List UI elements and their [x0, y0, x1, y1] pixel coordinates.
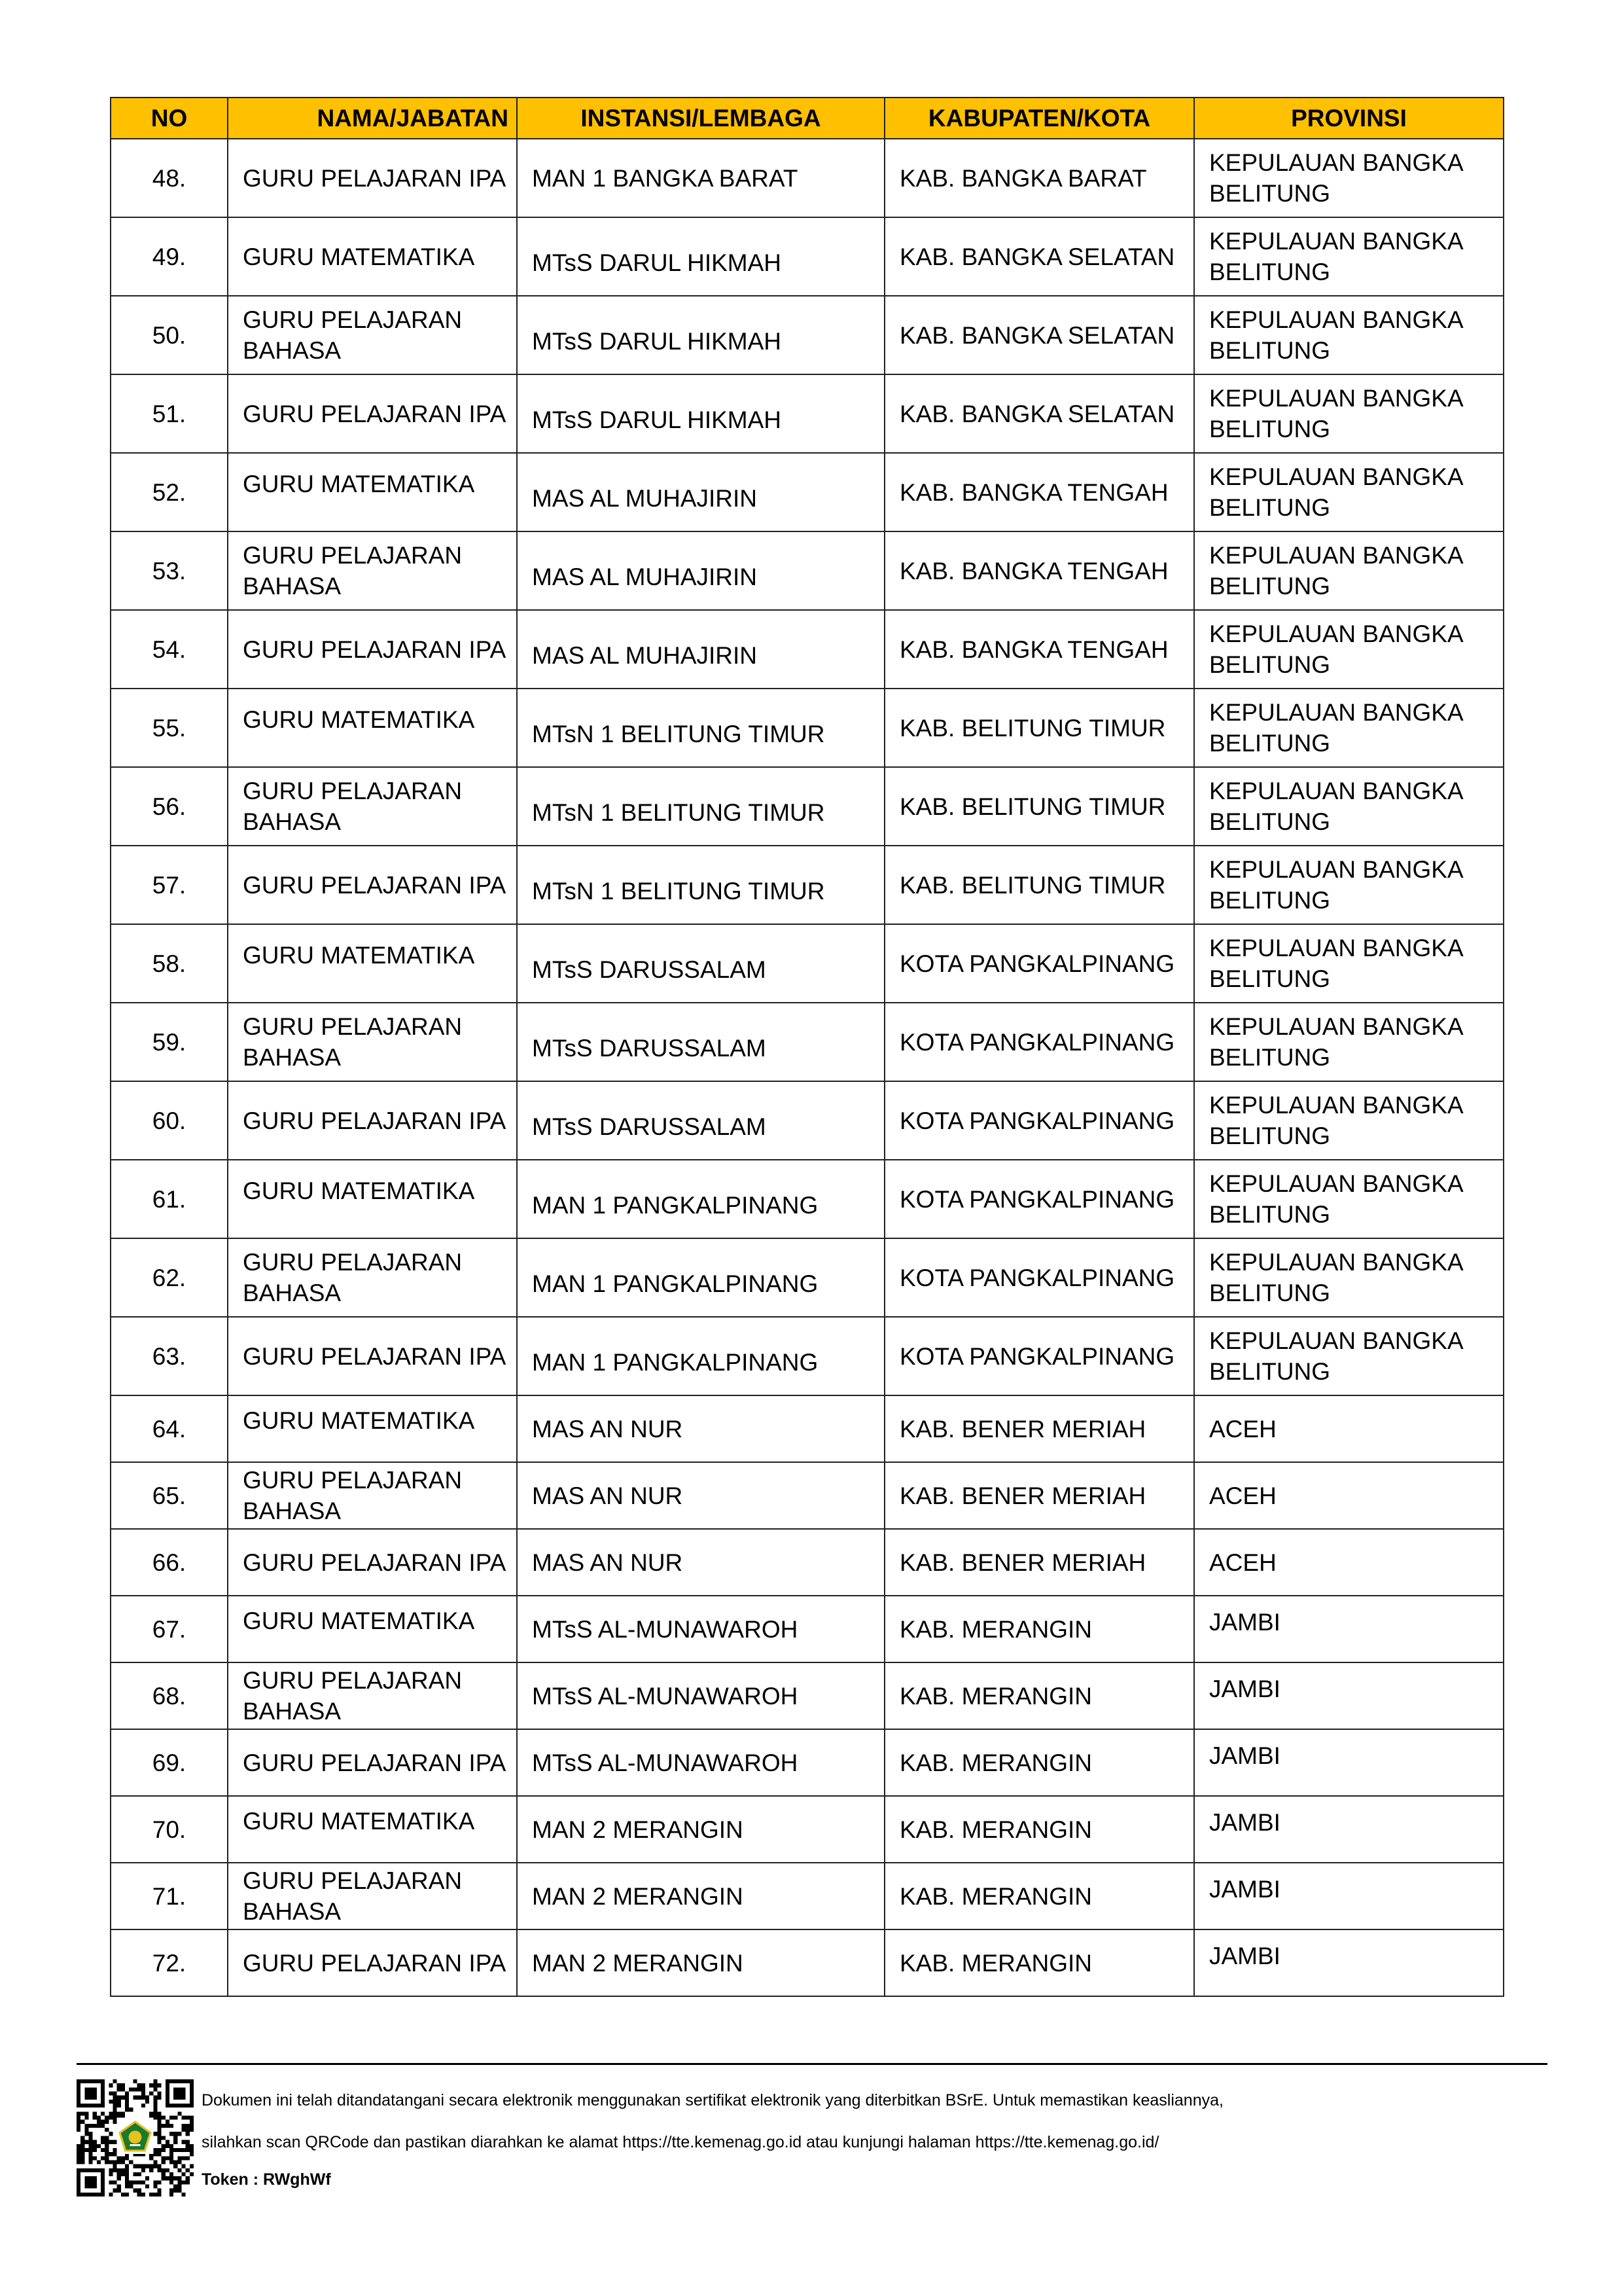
cell-no [111, 1160, 228, 1238]
cell-provinsi [1194, 139, 1504, 217]
cell-provinsi-text: JAMBI [1209, 1675, 1280, 1702]
cell-instansi-lembaga [517, 531, 885, 610]
cell-nama-jabatan [228, 217, 517, 296]
cell-no [111, 374, 228, 453]
table-row [111, 767, 1504, 846]
cell-provinsi [1194, 767, 1504, 846]
cell-kabupaten-kota [885, 610, 1194, 689]
cell-no [111, 1662, 228, 1729]
cell-nama-jabatan-text: GURU MATEMATIKA [243, 1807, 475, 1835]
cell-provinsi-text: KEPULAUAN BANGKA BELITUNG [1209, 620, 1462, 678]
cell-nama-jabatan-text: GURU PELAJARAN BAHASA [243, 1467, 463, 1524]
cell-kabupaten-kota-text: KAB. MERANGIN [900, 1615, 1092, 1643]
cell-no-text: 58. [152, 950, 186, 977]
cell-instansi-lembaga-text: MAS AL MUHAJIRIN [532, 484, 758, 512]
cell-kabupaten-kota [885, 924, 1194, 1003]
cell-instansi-lembaga-text: MAN 1 BANGKA BARAT [532, 164, 798, 192]
cell-instansi-lembaga-text: MAS AN NUR [532, 1415, 683, 1443]
cell-no [111, 767, 228, 846]
cell-instansi-lembaga-text: MTsS DARUSSALAM [532, 1034, 766, 1062]
table-row [111, 1081, 1504, 1160]
token-label: Token : RWghWf [202, 2170, 331, 2189]
cell-provinsi [1194, 453, 1504, 531]
cell-nama-jabatan [228, 453, 517, 531]
cell-no [111, 610, 228, 689]
cell-no-text: 68. [152, 1682, 186, 1710]
cell-no [111, 1863, 228, 1929]
cell-provinsi [1194, 610, 1504, 689]
signature-notice-line1: Dokumen ini telah ditandatangani secara elektronik menggunakan sertifikat elektronik yang diterbitkan BSrE. Untuk memastikan keasliannya, [202, 2091, 1224, 2109]
table-row [111, 296, 1504, 374]
cell-provinsi-text: KEPULAUAN BANGKA BELITUNG [1209, 306, 1462, 364]
cell-provinsi-text: KEPULAUAN BANGKA BELITUNG [1209, 856, 1462, 914]
cell-instansi-lembaga-text: MAS AN NUR [532, 1482, 683, 1509]
cell-provinsi-text: KEPULAUAN BANGKA BELITUNG [1209, 1327, 1462, 1385]
cell-kabupaten-kota-text: KAB. BANGKA TENGAH [900, 557, 1169, 584]
cell-no-text: 66. [152, 1549, 186, 1576]
cell-instansi-lembaga-text: MTsS DARUSSALAM [532, 1113, 766, 1140]
cell-kabupaten-kota [885, 1462, 1194, 1529]
cell-nama-jabatan [228, 1729, 517, 1796]
cell-no [111, 1529, 228, 1596]
cell-nama-jabatan-text: GURU PELAJARAN BAHASA [243, 1867, 463, 1925]
cell-nama-jabatan [228, 374, 517, 453]
cell-instansi-lembaga-text: MTsS AL-MUNAWAROH [532, 1682, 798, 1710]
cell-provinsi-text: KEPULAUAN BANGKA BELITUNG [1209, 699, 1462, 757]
cell-no [111, 139, 228, 217]
cell-no-text: 49. [152, 243, 186, 270]
cell-instansi-lembaga [517, 1462, 885, 1529]
cell-kabupaten-kota-text: KAB. BANGKA BARAT [900, 164, 1147, 192]
cell-instansi-lembaga-text: MTsS DARUL HIKMAH [532, 249, 782, 276]
cell-instansi-lembaga-text: MAS AL MUHAJIRIN [532, 563, 758, 590]
table-row [111, 1462, 1504, 1529]
cell-provinsi-text: KEPULAUAN BANGKA BELITUNG [1209, 1013, 1462, 1071]
cell-nama-jabatan [228, 296, 517, 374]
cell-provinsi [1194, 924, 1504, 1003]
cell-nama-jabatan [228, 1395, 517, 1462]
cell-no [111, 1238, 228, 1317]
cell-kabupaten-kota [885, 1238, 1194, 1317]
cell-kabupaten-kota-text: KAB. BELITUNG TIMUR [900, 871, 1166, 899]
cell-kabupaten-kota-text: KAB. BANGKA SELATAN [900, 243, 1175, 270]
cell-provinsi-text: ACEH [1209, 1482, 1277, 1509]
cell-kabupaten-kota [885, 1662, 1194, 1729]
cell-nama-jabatan [228, 139, 517, 217]
table-body [111, 139, 1504, 1996]
cell-no [111, 1462, 228, 1529]
table-row [111, 217, 1504, 296]
cell-provinsi-text: KEPULAUAN BANGKA BELITUNG [1209, 149, 1462, 207]
cell-kabupaten-kota [885, 1529, 1194, 1596]
cell-no-text: 67. [152, 1615, 186, 1643]
cell-instansi-lembaga [517, 296, 885, 374]
cell-no-text: 62. [152, 1264, 186, 1291]
cell-instansi-lembaga [517, 924, 885, 1003]
cell-provinsi [1194, 1929, 1504, 1996]
cell-kabupaten-kota [885, 689, 1194, 767]
cell-kabupaten-kota [885, 1596, 1194, 1662]
header-no: NO [111, 98, 228, 139]
kemenag-logo-icon [117, 2118, 154, 2155]
table-row [111, 1317, 1504, 1395]
cell-provinsi [1194, 846, 1504, 924]
table-row [111, 1003, 1504, 1081]
cell-provinsi-text: KEPULAUAN BANGKA BELITUNG [1209, 1170, 1462, 1228]
cell-no-text: 51. [152, 400, 186, 427]
cell-no [111, 1596, 228, 1662]
cell-provinsi-text: KEPULAUAN BANGKA BELITUNG [1209, 1092, 1462, 1149]
cell-provinsi-text: JAMBI [1209, 1742, 1280, 1769]
cell-no-text: 63. [152, 1342, 186, 1370]
cell-provinsi-text: KEPULAUAN BANGKA BELITUNG [1209, 542, 1462, 600]
cell-nama-jabatan [228, 767, 517, 846]
cell-instansi-lembaga [517, 1863, 885, 1929]
cell-kabupaten-kota-text: KAB. MERANGIN [900, 1682, 1092, 1710]
cell-no [111, 1081, 228, 1160]
cell-nama-jabatan-text: GURU MATEMATIKA [243, 1177, 475, 1204]
cell-instansi-lembaga [517, 610, 885, 689]
cell-nama-jabatan [228, 924, 517, 1003]
cell-nama-jabatan-text: GURU PELAJARAN BAHASA [243, 778, 463, 835]
cell-no-text: 60. [152, 1107, 186, 1134]
cell-kabupaten-kota-text: KAB. MERANGIN [900, 1816, 1092, 1843]
cell-kabupaten-kota-text: KOTA PANGKALPINANG [900, 1342, 1175, 1370]
cell-kabupaten-kota [885, 1081, 1194, 1160]
cell-provinsi [1194, 1003, 1504, 1081]
cell-nama-jabatan [228, 1929, 517, 1996]
cell-nama-jabatan-text: GURU PELAJARAN IPA [243, 400, 506, 427]
cell-instansi-lembaga [517, 1796, 885, 1863]
cell-kabupaten-kota-text: KAB. BELITUNG TIMUR [900, 793, 1166, 820]
cell-provinsi-text: KEPULAUAN BANGKA BELITUNG [1209, 935, 1462, 992]
cell-nama-jabatan-text: GURU PELAJARAN BAHASA [243, 1667, 463, 1725]
cell-provinsi [1194, 374, 1504, 453]
cell-instansi-lembaga [517, 374, 885, 453]
cell-no-text: 65. [152, 1482, 186, 1509]
cell-no [111, 217, 228, 296]
cell-instansi-lembaga-text: MTsS DARUSSALAM [532, 956, 766, 983]
cell-instansi-lembaga-text: MTsN 1 BELITUNG TIMUR [532, 720, 825, 747]
cell-instansi-lembaga [517, 689, 885, 767]
cell-no-text: 70. [152, 1816, 186, 1843]
cell-kabupaten-kota [885, 453, 1194, 531]
cell-instansi-lembaga-text: MTsS DARUL HIKMAH [532, 327, 782, 355]
cell-nama-jabatan-text: GURU MATEMATIKA [243, 706, 475, 733]
cell-instansi-lembaga-text: MAN 1 PANGKALPINANG [532, 1348, 819, 1376]
cell-provinsi [1194, 1160, 1504, 1238]
cell-instansi-lembaga-text: MTsN 1 BELITUNG TIMUR [532, 798, 825, 826]
cell-nama-jabatan [228, 1863, 517, 1929]
cell-nama-jabatan [228, 1238, 517, 1317]
cell-instansi-lembaga-text: MAN 2 MERANGIN [532, 1882, 743, 1910]
cell-provinsi-text: JAMBI [1209, 1808, 1280, 1836]
cell-provinsi-text: KEPULAUAN BANGKA BELITUNG [1209, 463, 1462, 521]
cell-provinsi-text: JAMBI [1209, 1942, 1280, 1969]
cell-no-text: 52. [152, 478, 186, 506]
cell-kabupaten-kota-text: KAB. BELITUNG TIMUR [900, 714, 1166, 742]
cell-instansi-lembaga-text: MAN 1 PANGKALPINANG [532, 1191, 819, 1219]
cell-nama-jabatan-text: GURU MATEMATIKA [243, 1407, 475, 1434]
cell-instansi-lembaga [517, 1238, 885, 1317]
cell-kabupaten-kota-text: KOTA PANGKALPINANG [900, 950, 1175, 977]
cell-nama-jabatan-text: GURU MATEMATIKA [243, 243, 475, 270]
cell-no [111, 924, 228, 1003]
cell-nama-jabatan [228, 846, 517, 924]
cell-provinsi-text: KEPULAUAN BANGKA BELITUNG [1209, 228, 1462, 285]
cell-provinsi-text: JAMBI [1209, 1875, 1280, 1903]
cell-nama-jabatan-text: GURU PELAJARAN IPA [243, 1949, 506, 1977]
cell-instansi-lembaga-text: MTsN 1 BELITUNG TIMUR [532, 877, 825, 905]
cell-nama-jabatan-text: GURU MATEMATIKA [243, 941, 475, 969]
cell-kabupaten-kota [885, 1003, 1194, 1081]
cell-kabupaten-kota-text: KOTA PANGKALPINANG [900, 1028, 1175, 1056]
cell-instansi-lembaga [517, 1729, 885, 1796]
header-kabupaten-kota: KABUPATEN/KOTA [885, 98, 1194, 139]
cell-provinsi [1194, 531, 1504, 610]
signature-notice-line2: silahkan scan QRCode dan pastikan diarahkan ke alamat https://tte.kemenag.go.id atau kunjungi halaman https://tte.kemenag.go.id/ [202, 2133, 1159, 2151]
cell-no-text: 54. [152, 636, 186, 663]
cell-provinsi [1194, 1081, 1504, 1160]
cell-no-text: 69. [152, 1749, 186, 1776]
cell-nama-jabatan-text: GURU PELAJARAN IPA [243, 1107, 506, 1134]
cell-no [111, 1003, 228, 1081]
cell-provinsi [1194, 1796, 1504, 1863]
cell-instansi-lembaga-text: MTsS AL-MUNAWAROH [532, 1749, 798, 1776]
cell-provinsi [1194, 217, 1504, 296]
cell-no [111, 846, 228, 924]
header-instansi-lembaga: INSTANSI/LEMBAGA [517, 98, 885, 139]
cell-nama-jabatan-text: GURU PELAJARAN IPA [243, 164, 506, 192]
cell-nama-jabatan [228, 1662, 517, 1729]
cell-nama-jabatan-text: GURU MATEMATIKA [243, 470, 475, 497]
cell-no-text: 53. [152, 557, 186, 584]
table-row [111, 1395, 1504, 1462]
cell-instansi-lembaga [517, 1529, 885, 1596]
table-row [111, 689, 1504, 767]
cell-kabupaten-kota-text: KAB. BANGKA TENGAH [900, 478, 1169, 506]
cell-provinsi [1194, 1317, 1504, 1395]
cell-provinsi [1194, 1238, 1504, 1317]
cell-provinsi-text: KEPULAUAN BANGKA BELITUNG [1209, 1249, 1462, 1306]
cell-no-text: 61. [152, 1185, 186, 1213]
cell-nama-jabatan-text: GURU PELAJARAN BAHASA [243, 306, 463, 364]
table-row [111, 1863, 1504, 1929]
table-row [111, 1238, 1504, 1317]
cell-provinsi [1194, 1662, 1504, 1729]
table-row [111, 610, 1504, 689]
cell-instansi-lembaga [517, 767, 885, 846]
table-row [111, 846, 1504, 924]
cell-no-text: 71. [152, 1882, 186, 1910]
cell-kabupaten-kota-text: KOTA PANGKALPINANG [900, 1107, 1175, 1134]
cell-kabupaten-kota-text: KOTA PANGKALPINANG [900, 1264, 1175, 1291]
cell-kabupaten-kota [885, 1729, 1194, 1796]
cell-instansi-lembaga [517, 453, 885, 531]
cell-nama-jabatan-text: GURU PELAJARAN BAHASA [243, 1013, 463, 1071]
cell-provinsi-text: ACEH [1209, 1549, 1277, 1576]
cell-instansi-lembaga-text: MAS AN NUR [532, 1549, 683, 1576]
table-row [111, 1596, 1504, 1662]
cell-provinsi-text: KEPULAUAN BANGKA BELITUNG [1209, 778, 1462, 835]
cell-no-text: 55. [152, 714, 186, 742]
cell-instansi-lembaga [517, 846, 885, 924]
cell-nama-jabatan [228, 1160, 517, 1238]
cell-no [111, 1317, 228, 1395]
cell-no-text: 72. [152, 1949, 186, 1977]
cell-provinsi [1194, 1863, 1504, 1929]
table-row [111, 1729, 1504, 1796]
cell-provinsi [1194, 1529, 1504, 1596]
table-row [111, 1929, 1504, 1996]
table-row [111, 139, 1504, 217]
cell-instansi-lembaga [517, 217, 885, 296]
cell-nama-jabatan-text: GURU PELAJARAN IPA [243, 636, 506, 663]
cell-nama-jabatan-text: GURU PELAJARAN IPA [243, 1342, 506, 1370]
cell-provinsi [1194, 1729, 1504, 1796]
cell-provinsi [1194, 1596, 1504, 1662]
cell-nama-jabatan [228, 689, 517, 767]
cell-kabupaten-kota [885, 846, 1194, 924]
cell-nama-jabatan [228, 1081, 517, 1160]
cell-nama-jabatan [228, 1003, 517, 1081]
cell-kabupaten-kota-text: KAB. BANGKA TENGAH [900, 636, 1169, 663]
cell-kabupaten-kota-text: KAB. BENER MERIAH [900, 1549, 1146, 1576]
cell-provinsi [1194, 296, 1504, 374]
cell-no-text: 56. [152, 793, 186, 820]
cell-nama-jabatan [228, 1596, 517, 1662]
table-row [111, 453, 1504, 531]
cell-instansi-lembaga [517, 1160, 885, 1238]
qr-code-icon [77, 2079, 194, 2197]
cell-instansi-lembaga [517, 1081, 885, 1160]
cell-no [111, 531, 228, 610]
cell-kabupaten-kota [885, 1395, 1194, 1462]
cell-instansi-lembaga-text: MTsS DARUL HIKMAH [532, 406, 782, 433]
cell-kabupaten-kota [885, 1863, 1194, 1929]
cell-no [111, 1796, 228, 1863]
cell-no [111, 1929, 228, 1996]
cell-no [111, 296, 228, 374]
cell-instansi-lembaga [517, 1929, 885, 1996]
cell-instansi-lembaga [517, 1662, 885, 1729]
cell-nama-jabatan [228, 1317, 517, 1395]
cell-instansi-lembaga [517, 1395, 885, 1462]
cell-nama-jabatan-text: GURU PELAJARAN IPA [243, 871, 506, 899]
cell-provinsi [1194, 1462, 1504, 1529]
cell-instansi-lembaga-text: MAS AL MUHAJIRIN [532, 641, 758, 669]
cell-instansi-lembaga-text: MTsS AL-MUNAWAROH [532, 1615, 798, 1643]
cell-instansi-lembaga-text: MAN 2 MERANGIN [532, 1949, 743, 1977]
cell-kabupaten-kota [885, 767, 1194, 846]
cell-no-text: 50. [152, 321, 186, 349]
table-row [111, 531, 1504, 610]
cell-provinsi [1194, 689, 1504, 767]
cell-nama-jabatan [228, 531, 517, 610]
footer-divider [77, 2063, 1547, 2065]
cell-nama-jabatan-text: GURU PELAJARAN BAHASA [243, 1249, 463, 1306]
cell-kabupaten-kota [885, 217, 1194, 296]
cell-kabupaten-kota-text: KAB. BANGKA SELATAN [900, 400, 1175, 427]
table-row [111, 1529, 1504, 1596]
table-row [111, 1662, 1504, 1729]
cell-provinsi-text: ACEH [1209, 1415, 1277, 1443]
cell-no [111, 453, 228, 531]
cell-nama-jabatan [228, 1796, 517, 1863]
cell-nama-jabatan-text: GURU MATEMATIKA [243, 1607, 475, 1634]
cell-kabupaten-kota-text: KAB. MERANGIN [900, 1749, 1092, 1776]
cell-nama-jabatan-text: GURU PELAJARAN BAHASA [243, 542, 463, 600]
cell-kabupaten-kota-text: KAB. BENER MERIAH [900, 1482, 1146, 1509]
cell-kabupaten-kota [885, 1929, 1194, 1996]
cell-no [111, 689, 228, 767]
cell-no [111, 1729, 228, 1796]
cell-no-text: 64. [152, 1415, 186, 1443]
cell-kabupaten-kota-text: KAB. MERANGIN [900, 1882, 1092, 1910]
cell-nama-jabatan [228, 1462, 517, 1529]
cell-no [111, 1395, 228, 1462]
cell-instansi-lembaga [517, 1003, 885, 1081]
cell-kabupaten-kota [885, 1796, 1194, 1863]
employee-table [110, 97, 1504, 1997]
cell-nama-jabatan-text: GURU PELAJARAN IPA [243, 1549, 506, 1576]
cell-provinsi-text: KEPULAUAN BANGKA BELITUNG [1209, 385, 1462, 442]
header-nama-jabatan: NAMA/JABATAN [228, 98, 517, 139]
cell-kabupaten-kota [885, 1317, 1194, 1395]
table-row [111, 924, 1504, 1003]
cell-no-text: 57. [152, 871, 186, 899]
cell-instansi-lembaga [517, 1596, 885, 1662]
cell-instansi-lembaga-text: MAN 2 MERANGIN [532, 1816, 743, 1843]
cell-kabupaten-kota [885, 374, 1194, 453]
cell-kabupaten-kota [885, 531, 1194, 610]
cell-nama-jabatan-text: GURU PELAJARAN IPA [243, 1749, 506, 1776]
table-row [111, 1160, 1504, 1238]
table-row [111, 374, 1504, 453]
cell-nama-jabatan [228, 610, 517, 689]
cell-no-text: 59. [152, 1028, 186, 1056]
table-header-row [111, 98, 1504, 139]
cell-kabupaten-kota-text: KOTA PANGKALPINANG [900, 1185, 1175, 1213]
cell-kabupaten-kota-text: KAB. BENER MERIAH [900, 1415, 1146, 1443]
cell-kabupaten-kota-text: KAB. BANGKA SELATAN [900, 321, 1175, 349]
cell-kabupaten-kota [885, 1160, 1194, 1238]
cell-provinsi [1194, 1395, 1504, 1462]
cell-instansi-lembaga [517, 139, 885, 217]
cell-instansi-lembaga [517, 1317, 885, 1395]
table-row [111, 1796, 1504, 1863]
cell-kabupaten-kota [885, 139, 1194, 217]
cell-provinsi-text: JAMBI [1209, 1608, 1280, 1636]
cell-no-text: 48. [152, 164, 186, 192]
cell-nama-jabatan [228, 1529, 517, 1596]
cell-instansi-lembaga-text: MAN 1 PANGKALPINANG [532, 1270, 819, 1297]
cell-kabupaten-kota [885, 296, 1194, 374]
cell-kabupaten-kota-text: KAB. MERANGIN [900, 1949, 1092, 1977]
header-provinsi: PROVINSI [1194, 98, 1504, 139]
